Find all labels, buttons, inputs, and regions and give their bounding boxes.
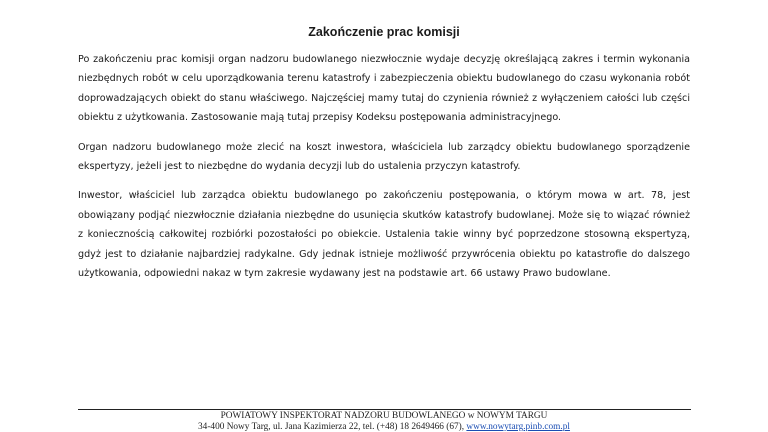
- paragraph-investor-obligations: Inwestor, właściciel lub zarządca obiektu budowlanego po zakończeniu postępowania, o którym mowa w art. 78, jest obowiązany podjąć niezwłocznie działania niezbędne do usunięcia skutków katastrofy budowlanej. Może się to wiązać również z koniecznością całkowitej rozbiórki pozostałości po obiekcie. Ustalenia takie winny być poprzedzone stosowną ekspertyzą, gdyż jest to działanie najbardziej radykalne. Gdy jednak istnieje możliwość przywrócenia obiektu po katastrofie do dalszego użytkowania, odpowiedni nakaz w tym zakresie wydawany jest na podstawie art. 66 ustawy Prawo budowlane.: [78, 190, 690, 280]
- paragraph-commission-completion: Po zakończeniu prac komisji organ nadzoru budowlanego niezwłocznie wydaje decyzję określającą zakres i termin wykonania niezbędnych robót w celu uporządkowania terenu katastrofy i zabezpieczenia obiektu budowlanego do czasu wykonania robót doprowadzających obiekt do stanu właściwego. Najczęściej mamy tutaj do czynienia również z wyłączeniem całości lub części obiektu z użytkowania. Zastosowanie mają tutaj przepisy Kodeksu postępowania administracyjnego.: [78, 54, 690, 124]
- document-body: [78, 50, 690, 293]
- footer-website-link[interactable]: www.nowytarg.pinb.com.pl: [466, 422, 570, 432]
- paragraph-expert-opinion: Organ nadzoru budowlanego może zlecić na koszt inwestora, właściciela lub zarządcy obiektu budowlanego sporządzenie ekspertyzy, jeżeli jest to niezbędne do wydania decyzji lub do ustalenia przyczyn katastrofy.: [78, 141, 690, 173]
- document-title: Zakończenie prac komisji: [308, 25, 460, 39]
- footer: [0, 411, 768, 432]
- footer-address-contact: 34-400 Nowy Targ, ul. Jana Kazimierza 22, tel. (+48) 18 2649466 (67),: [198, 422, 467, 432]
- footer-divider: [78, 409, 691, 410]
- footer-address-line: [0, 422, 768, 432]
- footer-office-name: POWIATOWY INSPEKTORAT NADZORU BUDOWLANEGO w NOWYM TARGU: [220, 411, 548, 421]
